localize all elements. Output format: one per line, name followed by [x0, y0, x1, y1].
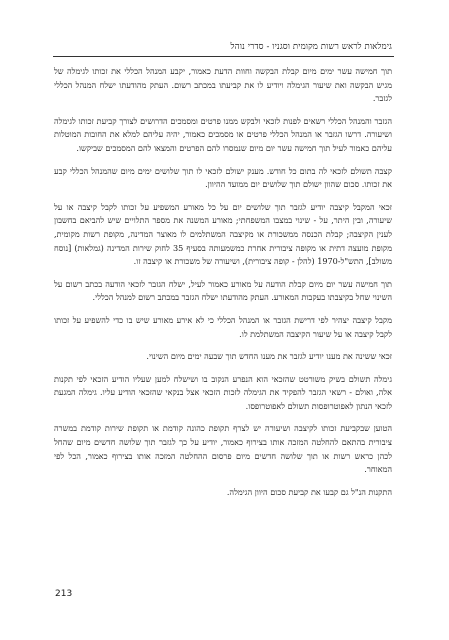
- paragraph: קצבה תשולם לזכאי לה בתום כל חודש. מענק ישולם לזכאי לו תוך שלושים ימים מיום שהמנהל הכללי קבע את זכותו. סכום שהוון ישולם תוך שלושים יום ממועד ההיוון.: [54, 165, 392, 190]
- running-header: גימלאות לראש רשות מקומית וסגניו - סדרי נוהל: [230, 42, 392, 52]
- paragraph: הגזבר והמנהל הכללי רשאים לפנות לזכאי ולבקש ממנו פרטים ומסמכים הדרושים לצורך קביעת זכותו לגימלה ושיעורה. דרשו הגזבר או המנהל הכללי פרטים או מסמכים כאמור, יהיה עליהם למלא את החובות המוטלות עליהם כאמור לעיל תוך חמישה עשר יום מיום שנמסרו להם הפרטים והמצאו להם המסמכים שביקשו.: [54, 115, 392, 153]
- paragraph: הטוען שבקביעת זכותו לקיצבה ושיעורה יש לצרף תקופת כהונה קודמת או תקופת שירות קודמת במשרה ציבורית בהתאם להחלטה המזכה אותו בצירוף כאמור, יודיע על כך לגזבר תוך שלושה חדשים מיום שהחל לכהן כראש רשות או תוך שלושה חדשים מיום פרסום ההחלטה המזכה אותו בצירוף כאמור, הכל לפי המאוחר.: [54, 423, 392, 475]
- paragraph: גימלה תשולם בשיק משורטט שהזכאי הוא הנפרע הנקוב בו ושישלח למען שעליו הודיע הזכאי לפי תקנות אלה, ואולם - רשאי הגזבר להפקיד את הגימלה לזכות הזכאי אצל בנקאי שהזכאי הודיע עליו. גימלה המגעת לזכאי הנתון לאפוטרופסות תשולם לאפוטרופסו.: [54, 373, 392, 411]
- header-divider: [53, 56, 394, 57]
- page-number: 213: [55, 589, 73, 599]
- paragraph: התקנות הנ"ל גם קבעו את קביעת סכום היוון הגימלה.: [226, 486, 392, 497]
- paragraph: זכאי ששינה את מענו יודיע לגזבר את מענו החדש תוך שבעה ימים מיום השינוי.: [146, 351, 392, 362]
- paragraph: זכאי המקבל קיצבה יודיע לגזבר תוך שלושים יום על כל מאורע המשפיע על זכותו לקבל קיצבה או על שיעורה, ובין היתר, על - שינוי במצבו המשפחתי; מאורע המשנה את מספר התלויים שיש להביאם בחשבון לענין הקיצבה; קבלת הכנסה ממשכורת או מקיצבה המשתלמים לו מאוצר המדינה, מקופת רשות מקומית, מקופת מועצה דתית או מקופה ציבורית אחרת כמשמעותה בסעיף 35 לחוק שירות המדינה (גמלאות) [נוסח משולב], התש"ל-1970 (להלן - קופה ציבורית), ושיעורה של משכורת או קיצבה זו.: [54, 201, 392, 267]
- body-text: [54, 65, 392, 508]
- paragraph: תוך חמישה עשר ימים מיום קבלת הבקשה וחוות הדעת כאמור, יקבע המנהל הכללי את זכותו לגימלה של מגיש הבקשה ואת שיעור הגימלה ויודיע לו את קביעתו במכתב רשום. העתק מהודעתו ישלח המנהל הכללי לגזבר.: [54, 66, 392, 104]
- paragraph: תוך חמישה עשר יום מיום קבלת הודעה על מאורע כאמור לעיל, ישלח הגזבר לזכאי הודעה בכתב רשום על השינוי שחל בקיצבתו בעקבות המאורע. העתק מהודעתו ישלח הגזבר במכתב רשום למנהל הכללי.: [54, 278, 392, 303]
- paragraph: מקבל קיצבה יצהיר לפי דרישת הגזבר או המנהל הכללי כי לא אירע מאורע שיש בו כדי להשפיע על זכותו לקבל קיצבה או על שיעור הקיצבה המשתלמת לו.: [54, 314, 392, 339]
